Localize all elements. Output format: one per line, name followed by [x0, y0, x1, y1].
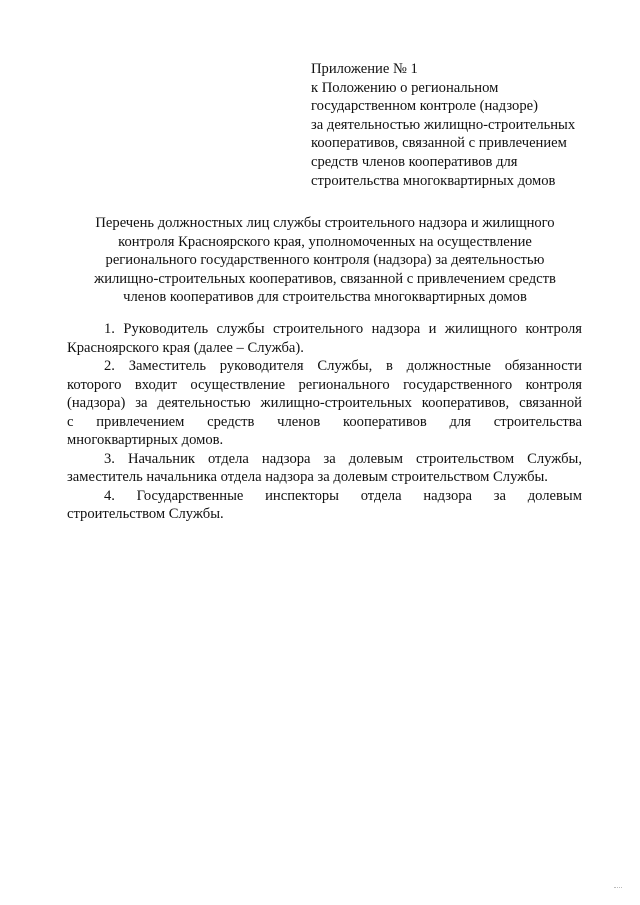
- item-2-line-5: многоквартирных домов.: [67, 432, 224, 448]
- item-3-line-2: заместитель начальника отдела надзора за долевым строительством Службы.: [67, 469, 548, 485]
- item-4-line-2: строительством Службы.: [67, 506, 224, 522]
- appendix-line: строительства многоквартирных домов: [311, 172, 556, 189]
- word: деятельностью: [157, 395, 251, 411]
- word: инспекторы: [265, 487, 339, 504]
- word: строительством: [415, 450, 515, 467]
- title-line: Перечень должностных лиц службы строительного надзора и жилищного: [95, 215, 555, 231]
- word: кооперативов,: [421, 395, 510, 411]
- word: контроля: [525, 321, 582, 337]
- word: привлечением: [96, 413, 185, 430]
- word: государственного: [403, 376, 513, 393]
- appendix-line: государственном контроле (надзоре): [311, 98, 538, 115]
- item-3-line-1: [67, 450, 582, 469]
- word: контроля: [525, 376, 582, 393]
- word: для: [449, 413, 471, 430]
- item-2-line-4: [67, 413, 582, 432]
- title-line: регионального государственного контроля (надзора) за деятельностью: [105, 252, 545, 268]
- appendix-line: кооперативов, связанной с привлечением: [311, 135, 567, 152]
- appendix-line: к Положению о региональном: [311, 79, 499, 96]
- word: входит: [134, 376, 177, 393]
- word: (надзора): [67, 395, 126, 411]
- word: в: [385, 358, 393, 374]
- word: надзора: [261, 450, 311, 467]
- word: 4.: [104, 487, 115, 504]
- word: Государственные: [136, 487, 244, 504]
- word: Начальник: [127, 450, 195, 467]
- word: 2.: [104, 358, 115, 374]
- word: надзора: [423, 487, 473, 504]
- word: с: [67, 413, 74, 430]
- word: которого: [67, 376, 122, 393]
- document-body: [67, 320, 582, 524]
- item-1-line-2: Красноярского края (далее – Служба).: [67, 339, 304, 356]
- word: за: [493, 487, 506, 504]
- word: строительства: [493, 413, 582, 430]
- item-4-line-1: [67, 487, 582, 506]
- item-2-line-3: [67, 394, 582, 413]
- word: регионального: [298, 376, 390, 393]
- word: долевым: [348, 450, 403, 467]
- appendix-header: [311, 60, 611, 190]
- word: должностные: [406, 358, 491, 374]
- word: 1.: [104, 321, 115, 337]
- word: связанной: [519, 395, 582, 411]
- word: членов: [277, 413, 321, 430]
- word: кооперативов: [343, 413, 427, 430]
- word: руководителя: [219, 358, 304, 374]
- word: за: [135, 395, 148, 411]
- word: средств: [207, 413, 255, 430]
- word: осуществление: [190, 376, 286, 393]
- title-line: контроля Красноярского края, уполномоченных на осуществление: [118, 233, 532, 250]
- scan-mark: [614, 887, 622, 891]
- title-line: членов кооперативов для строительства многоквартирных домов: [123, 289, 527, 305]
- word: за: [323, 450, 336, 467]
- word: жилищного: [444, 321, 518, 337]
- word: Руководитель: [123, 321, 209, 337]
- appendix-line: средств членов кооперативов для: [311, 153, 518, 170]
- title-line: жилищно-строительных кооперативов, связанной с привлечением средств: [94, 270, 556, 287]
- word: обязанности: [504, 358, 582, 374]
- word: Службы,: [527, 450, 582, 467]
- word: строительного: [272, 321, 364, 337]
- word: жилищно-строительных: [260, 395, 412, 411]
- item-1-line-1: [67, 320, 582, 339]
- word: отдела: [360, 487, 402, 504]
- document-title: [60, 214, 590, 307]
- word: долевым: [527, 487, 582, 504]
- word: Заместитель: [128, 358, 207, 374]
- appendix-line: за деятельностью жилищно-строительных: [311, 116, 576, 133]
- item-2-line-1: [67, 357, 582, 376]
- word: Службы,: [317, 358, 373, 374]
- word: службы: [216, 321, 265, 337]
- item-2-line-2: [67, 376, 582, 395]
- word: 3.: [104, 450, 115, 467]
- word: отдела: [207, 450, 249, 467]
- word: надзора: [371, 321, 421, 337]
- word: и: [428, 321, 437, 337]
- appendix-line: Приложение № 1: [311, 61, 418, 77]
